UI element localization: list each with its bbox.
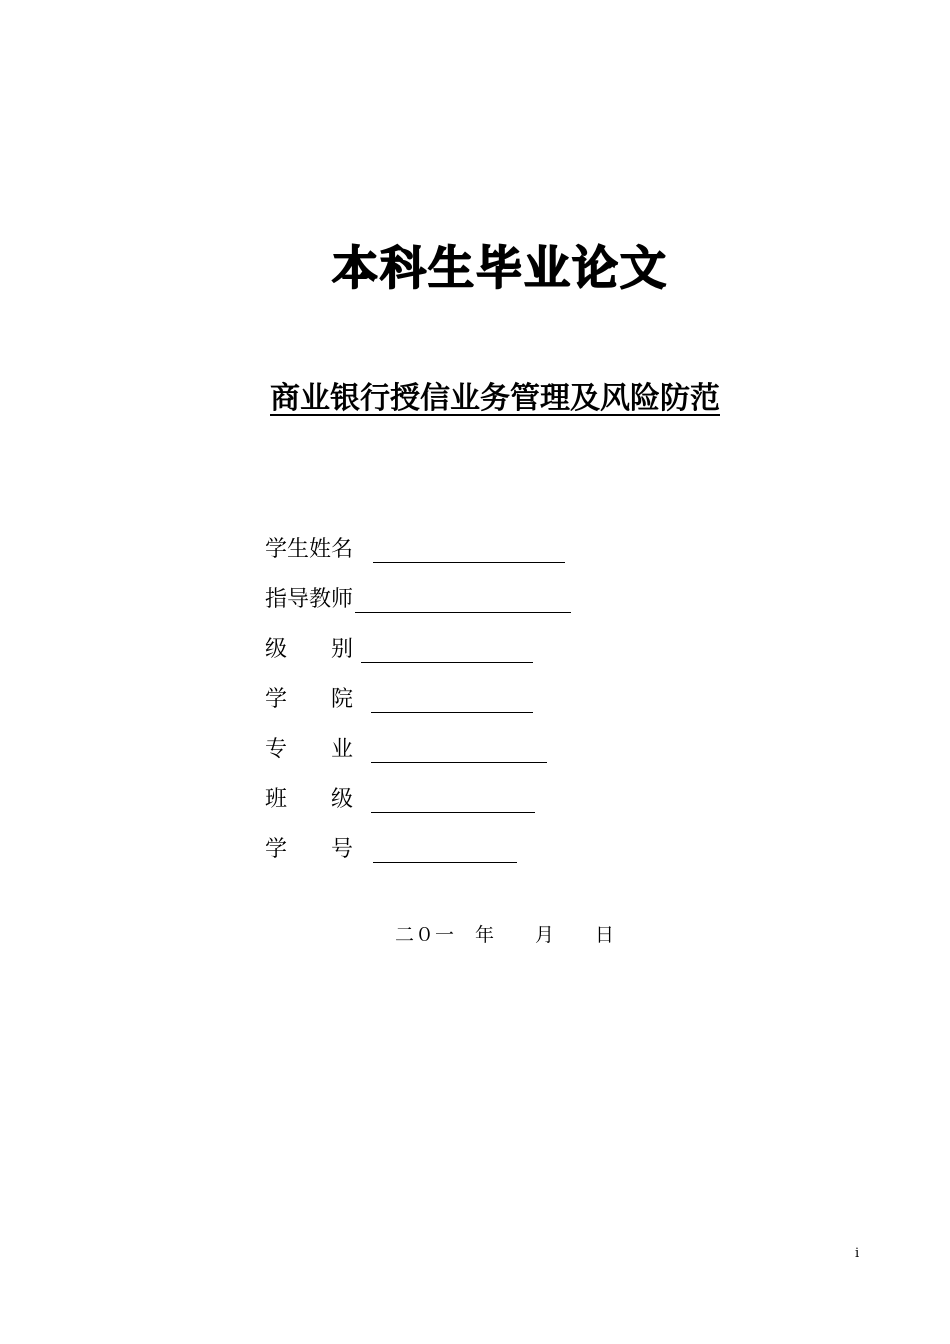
- field-student-id: [265, 835, 517, 865]
- field-label: 学 号: [265, 837, 354, 862]
- date-line: 二０一 年 月 日: [395, 924, 616, 946]
- thesis-title: 商业银行授信业务管理及风险防范: [270, 381, 720, 416]
- field-label: 学生姓名: [265, 537, 354, 562]
- field-blank-line: [355, 588, 571, 613]
- field-blank-line: [371, 688, 533, 713]
- field-class: [265, 785, 535, 815]
- field-college: [265, 685, 533, 715]
- page-number: i: [855, 1246, 860, 1261]
- field-label: 学 院: [265, 687, 354, 712]
- field-student-name: [265, 535, 565, 565]
- field-label: 班 级: [265, 787, 354, 812]
- field-label: 级 别: [265, 637, 354, 662]
- field-blank-line: [371, 738, 547, 763]
- field-advisor: [265, 585, 571, 615]
- field-major: [265, 735, 547, 765]
- field-blank-line: [361, 638, 533, 663]
- field-label: 专 业: [265, 737, 354, 762]
- field-blank-line: [373, 838, 517, 863]
- field-blank-line: [371, 788, 535, 813]
- field-label: 指导教师: [265, 587, 354, 612]
- document-main-title: 本科生毕业论文: [332, 241, 668, 295]
- field-blank-line: [373, 538, 565, 563]
- field-grade: [265, 635, 533, 665]
